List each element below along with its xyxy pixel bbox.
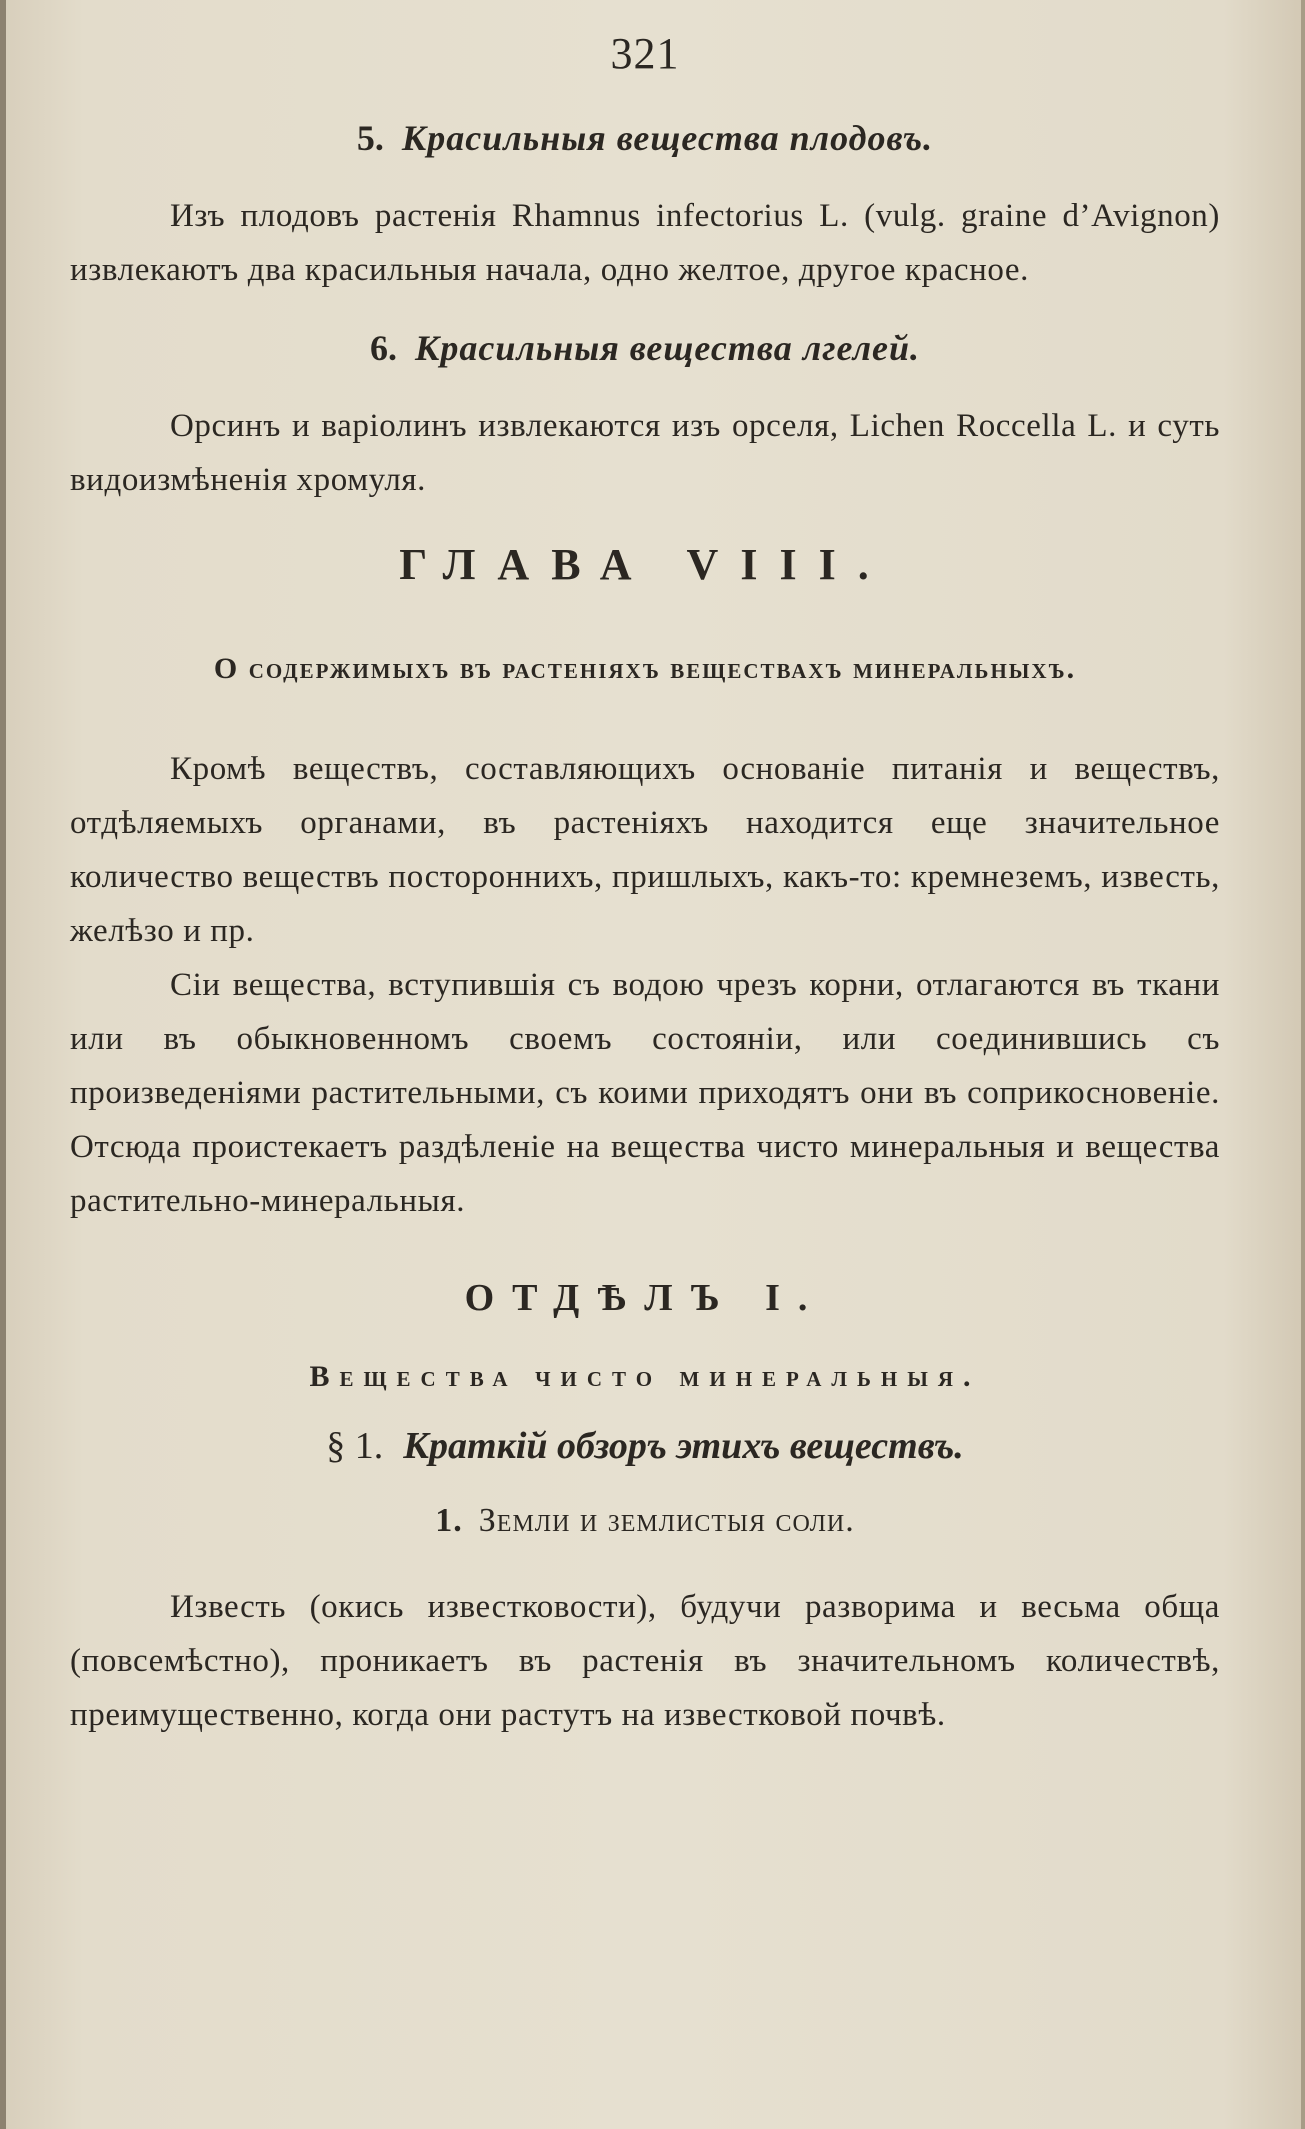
paragraph-sign-number: § 1. — [326, 1425, 384, 1467]
subsection-title: Красильныя вещества лгелей. — [414, 328, 921, 368]
subsection-number: 6. — [369, 328, 397, 368]
subsection-title: Красильныя вещества плодовъ. — [401, 118, 934, 158]
paragraph-fruit-dyes: Изъ плодовъ растенія Rhamnus infectorius L. (vulg. graine d’Avignon) извлекаютъ два красильныя начала, одно желтое, другое красное. — [70, 198, 1220, 288]
item-number: 1. — [435, 1502, 463, 1539]
paragraph-foreign-substances: Кромѣ веществъ, составляющихъ основаніе питанія и веществъ, отдѣляемыхъ органами, въ растеніяхъ находится еще значительное количество веществъ постороннихъ, пришлыхъ, какъ-то: кремнеземъ, известь, желѣзо и пр. — [70, 751, 1220, 949]
subsection-heading-5 — [70, 117, 1220, 159]
paragraph-heading — [70, 1424, 1220, 1468]
chapter-subtitle: О содержимыхъ въ растеніяхъ веществахъ минеральныхъ. — [213, 652, 1077, 685]
chapter-title: ГЛАВА VIII. — [399, 540, 891, 589]
item-heading — [70, 1502, 1220, 1540]
page-number: 321 — [610, 29, 680, 78]
subsection-number: 5. — [356, 118, 384, 158]
subsection-heading-6 — [70, 327, 1220, 369]
item-title: Земли и землистыя соли. — [478, 1502, 855, 1539]
paragraph-lichen-dyes: Орсинъ и варіолинъ извлекаются изъ орселя, Lichen Roccella L. и суть видоизмѣненія хромуля. — [70, 408, 1220, 498]
division-title: ОТДѢЛЪ I. — [464, 1277, 826, 1319]
page-content — [70, 28, 1220, 1772]
paragraph-deposition: Сіи вещества, вступившія съ водою чрезъ корни, отлагаются въ ткани или въ обыкновенномъ своемъ состояніи, или соединившись съ произведеніями растительными, съ коими приходятъ они въ соприкосновеніе. Отсюда проистекаетъ раздѣленіе на вещества чисто минеральныя и вещества растительно-минеральныя. — [70, 967, 1220, 1219]
paragraph-lime: Известь (окись известковости), будучи разворима и весьма обща (повсемѣстно), проникаетъ въ растенія въ значительномъ количествѣ, преимущественно, когда они растутъ на известковой почвѣ. — [70, 1589, 1220, 1733]
paragraph-heading-title: Краткій обзоръ этихъ веществъ. — [403, 1425, 964, 1467]
division-subtitle: Вещества чисто минеральныя. — [309, 1360, 981, 1393]
